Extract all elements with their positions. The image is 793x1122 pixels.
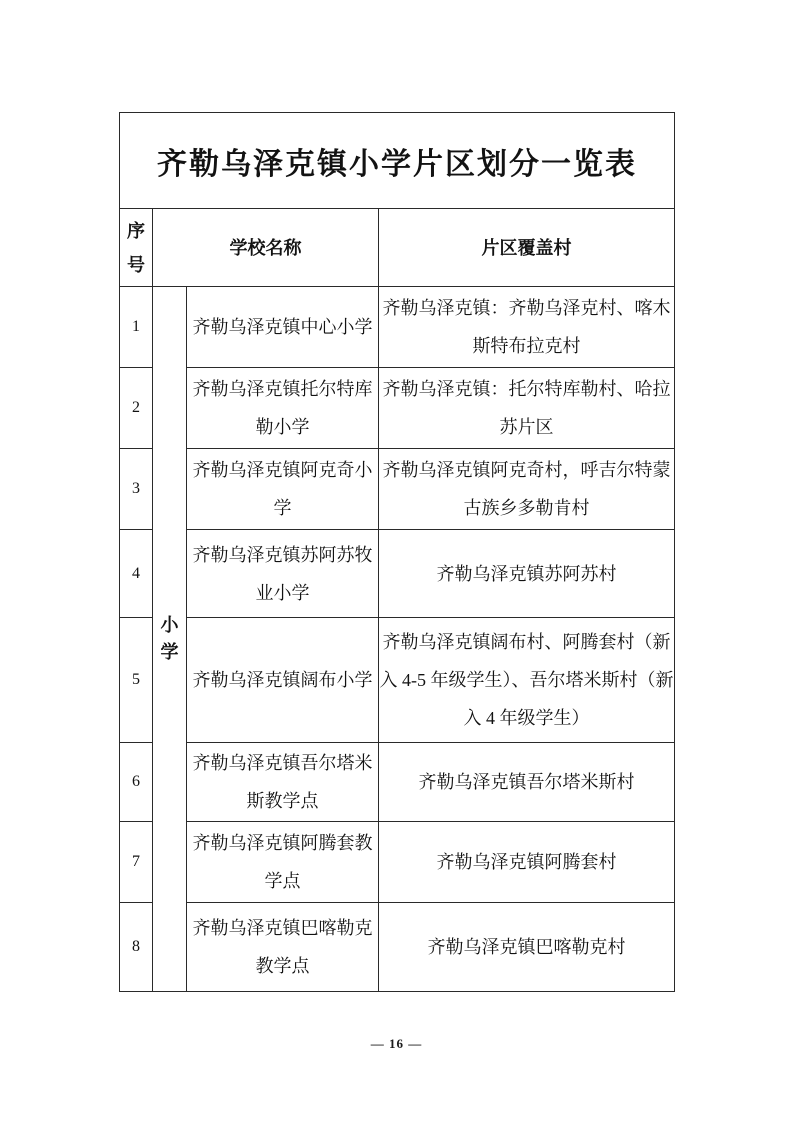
coverage-villages: 齐勒乌泽克镇：托尔特库勒村、哈拉苏片区	[379, 368, 675, 449]
coverage-villages: 齐勒乌泽克镇阿腾套村	[379, 822, 675, 903]
district-division-table	[119, 112, 675, 992]
school-name: 齐勒乌泽克镇托尔特库勒小学	[187, 368, 379, 449]
page-number: — 16 —	[370, 1036, 423, 1051]
school-name: 齐勒乌泽克镇苏阿苏牧业小学	[187, 530, 379, 618]
page-title: 齐勒乌泽克镇小学片区划分一览表	[120, 113, 675, 209]
table-row	[120, 287, 675, 368]
school-name: 齐勒乌泽克镇巴喀勒克教学点	[187, 903, 379, 992]
row-index: 6	[120, 743, 153, 822]
school-name: 齐勒乌泽克镇阿腾套教学点	[187, 822, 379, 903]
row-index: 2	[120, 368, 153, 449]
table-row	[120, 618, 675, 743]
table-row	[120, 822, 675, 903]
school-name: 齐勒乌泽克镇吾尔塔米斯教学点	[187, 743, 379, 822]
row-index: 3	[120, 449, 153, 530]
coverage-villages: 齐勒乌泽克镇巴喀勒克村	[379, 903, 675, 992]
table-row	[120, 903, 675, 992]
table-row	[120, 449, 675, 530]
row-index: 5	[120, 618, 153, 743]
coverage-villages: 齐勒乌泽克镇苏阿苏村	[379, 530, 675, 618]
school-level-label: 小学	[153, 287, 187, 992]
title-row	[120, 113, 675, 209]
row-index: 4	[120, 530, 153, 618]
column-header-coverage: 片区覆盖村	[379, 209, 675, 287]
table-row	[120, 368, 675, 449]
column-header-no: 序号	[120, 209, 153, 287]
row-index: 8	[120, 903, 153, 992]
table-row	[120, 530, 675, 618]
school-name: 齐勒乌泽克镇阿克奇小学	[187, 449, 379, 530]
row-index: 1	[120, 287, 153, 368]
column-header-school: 学校名称	[153, 209, 379, 287]
row-index: 7	[120, 822, 153, 903]
school-name: 齐勒乌泽克镇中心小学	[187, 287, 379, 368]
table-header-row	[120, 209, 675, 287]
coverage-villages: 齐勒乌泽克镇阿克奇村，呼吉尔特蒙古族乡多勒肯村	[379, 449, 675, 530]
coverage-villages: 齐勒乌泽克镇阔布村、阿腾套村（新入 4-5 年级学生）、吾尔塔米斯村（新入 4 年级学生）	[379, 618, 675, 743]
school-name: 齐勒乌泽克镇阔布小学	[187, 618, 379, 743]
table-row	[120, 743, 675, 822]
coverage-villages: 齐勒乌泽克镇吾尔塔米斯村	[379, 743, 675, 822]
coverage-villages: 齐勒乌泽克镇：齐勒乌泽克村、喀木斯特布拉克村	[379, 287, 675, 368]
